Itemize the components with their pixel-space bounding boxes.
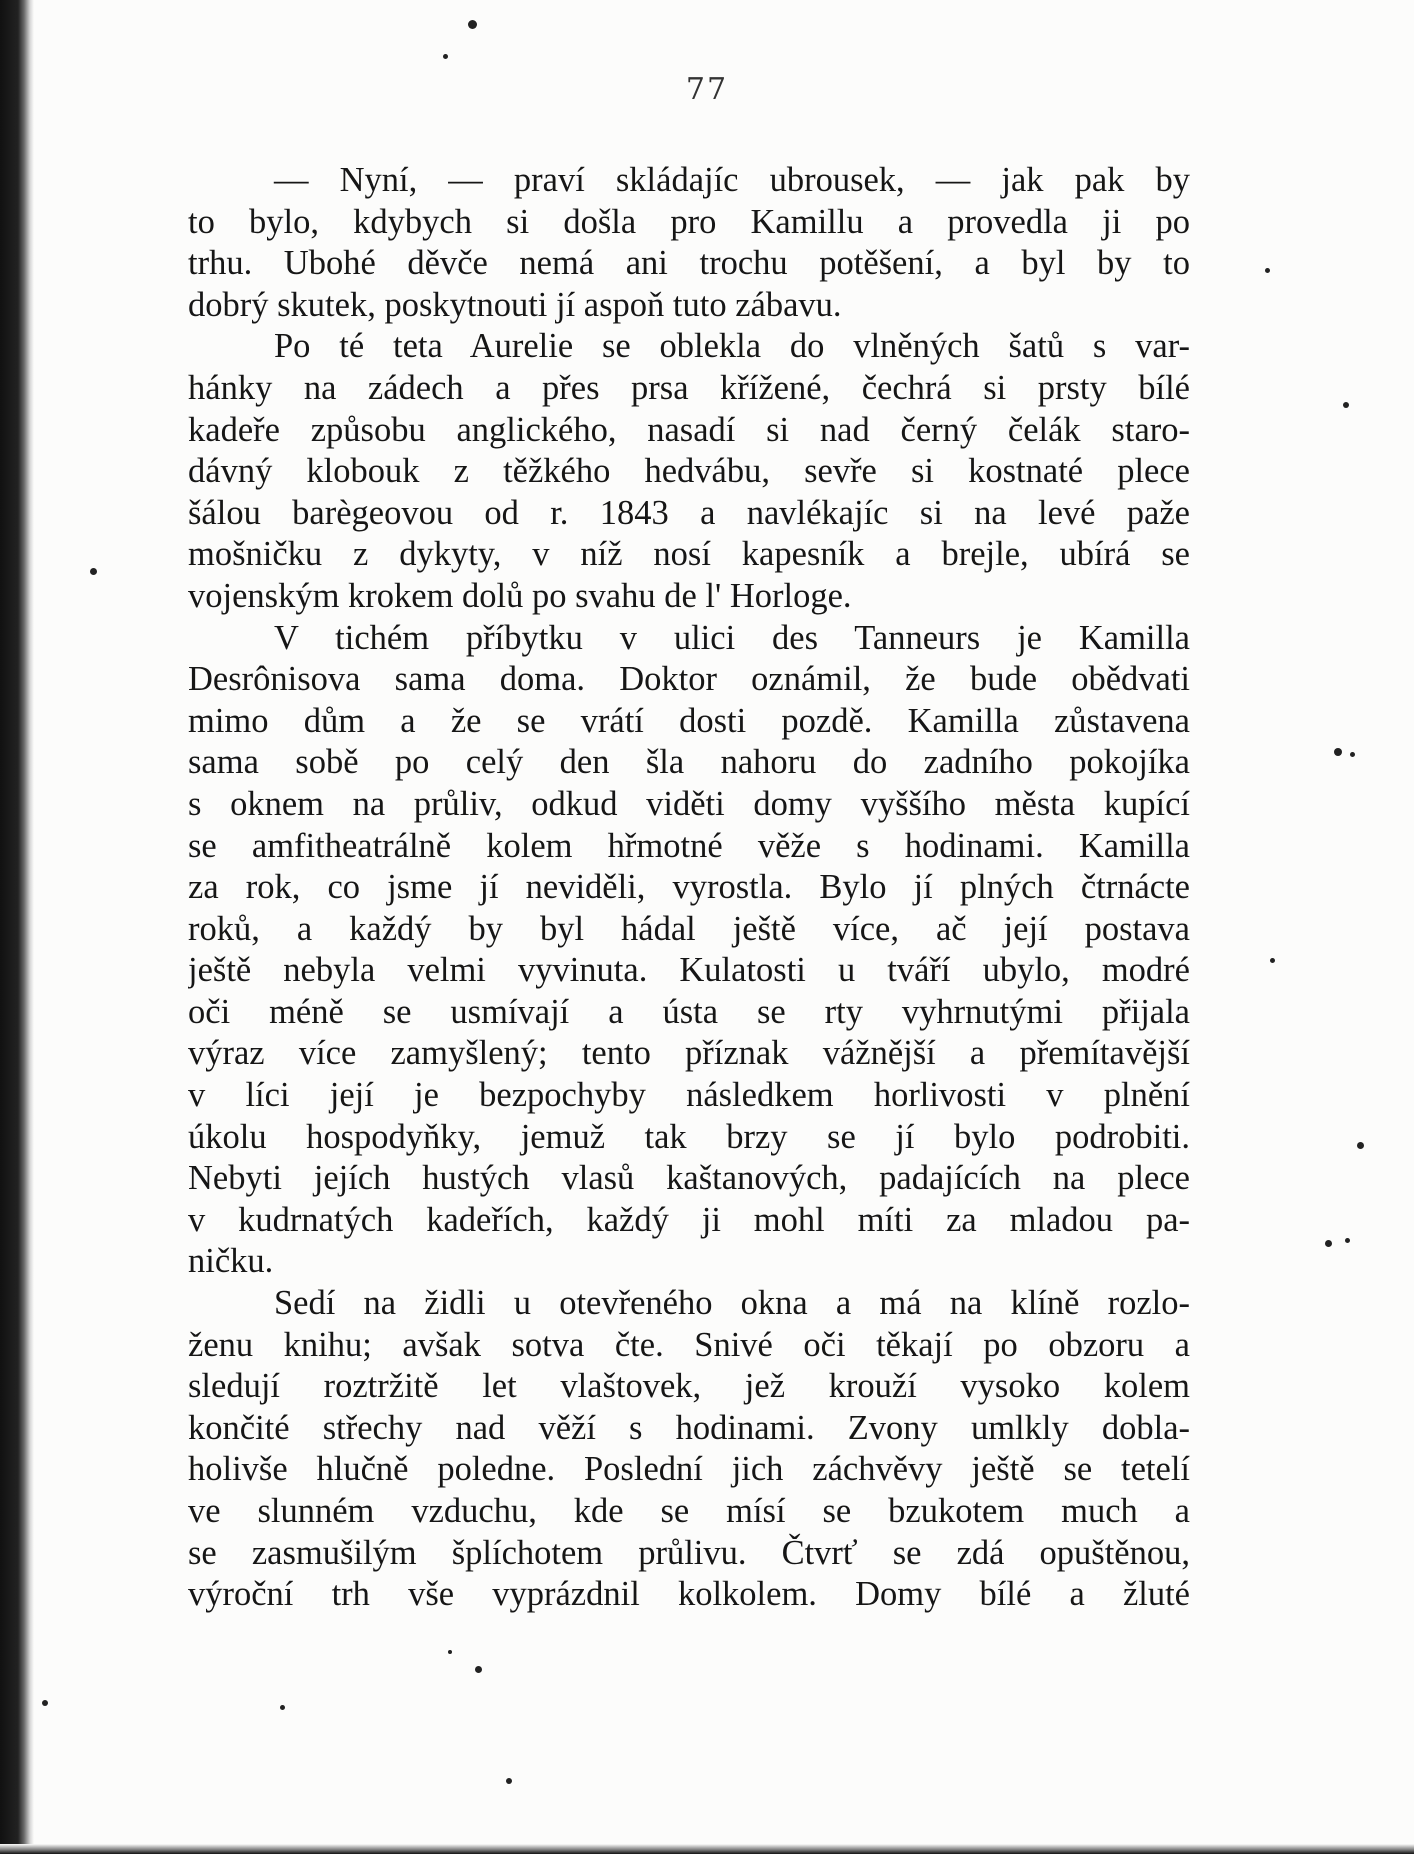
text-line: výraz více zamyšlený; tento příznak vážnější a přemítavější: [188, 1034, 1190, 1073]
text-line: šálou barègeovou od r. 1843 a navlékajíc si na levé paže: [188, 493, 1190, 532]
scan-speck: [443, 54, 448, 59]
text-line: holivše hlučně poledne. Poslední jich záchvěvy ještě se tetelí: [188, 1450, 1190, 1489]
text-line: Desrônisova sama doma. Doktor oznámil, že bude obědvati: [188, 660, 1190, 699]
text-line: se amfitheatrálně kolem hřmotné věže s hodinami. Kamilla: [188, 826, 1190, 865]
scan-speck: [1345, 1238, 1350, 1243]
text-line: V tichém příbytku v ulici des Tanneurs je Kamilla: [274, 618, 1190, 657]
scan-speck: [475, 1666, 482, 1673]
scan-speck: [506, 1778, 512, 1784]
text-line: sledují roztržitě let vlaštovek, jež krouží vysoko kolem: [188, 1367, 1190, 1406]
book-binding-edge: [0, 0, 34, 1854]
text-line: to bylo, kdybych si došla pro Kamillu a provedla ji po: [188, 202, 1190, 241]
text-line: oči méně se usmívají a ústa se rty vyhrnutými přijala: [188, 992, 1190, 1031]
scan-speck: [1270, 958, 1275, 963]
text-line: — Nyní, — praví skládajíc ubrousek, — jak pak by: [274, 161, 1190, 199]
scan-speck: [42, 1700, 48, 1706]
body-text: [188, 160, 1190, 1616]
text-line: vojenským krokem dolů po svahu de l' Horloge.: [188, 576, 852, 615]
text-line: Sedí na židli u otevřeného okna a má na klíně rozlo-: [274, 1284, 1190, 1323]
text-line: mimo dům a že se vrátí dosti pozdě. Kamilla zůstavena: [188, 701, 1190, 740]
scan-speck: [90, 568, 97, 575]
scan-speck: [1334, 748, 1342, 756]
text-line: za rok, co jsme jí neviděli, vyrostla. Bylo jí plných čtrnácte: [188, 868, 1190, 907]
text-line: sama sobě po celý den šla nahoru do zadního pokojíka: [188, 743, 1190, 782]
scan-speck: [1350, 752, 1355, 757]
text-line: ničku.: [188, 1242, 274, 1281]
text-line: dávný klobouk z těžkého hedvábu, sevře si kostnaté plece: [188, 452, 1190, 491]
text-line: Nebyti jejích hustých vlasů kaštanových, padajících na plece: [188, 1159, 1190, 1198]
text-line: v kudrnatých kadeřích, každý ji mohl míti za mladou pa-: [188, 1200, 1190, 1239]
text-line: roků, a každý by byl hádal ještě více, ač její postava: [188, 909, 1190, 948]
text-line: mošničku z dykyty, v níž nosí kapesník a brejle, ubírá se: [188, 535, 1190, 574]
text-line: výroční trh vše vyprázdnil kolkolem. Domy bílé a žluté: [188, 1575, 1190, 1614]
text-line: ještě nebyla velmi vyvinuta. Kulatosti u tváří ubylo, modré: [188, 951, 1190, 990]
text-line: Po té teta Aurelie se oblekla do vlněných šatů s var-: [274, 327, 1190, 366]
text-line: ženu knihu; avšak sotva čte. Snivé oči těkají po obzoru a: [188, 1325, 1190, 1364]
scan-speck: [280, 1705, 285, 1710]
scan-speck: [1325, 1240, 1332, 1247]
text-line: úkolu hospodyňky, jemuž tak brzy se jí bylo podrobiti.: [188, 1117, 1190, 1156]
scan-speck: [1265, 268, 1270, 273]
text-line: hánky na zádech a přes prsa křížené, čechrá si prsty bílé: [188, 368, 1190, 407]
scan-speck: [1357, 1142, 1364, 1149]
text-line: trhu. Ubohé děvče nemá ani trochu potěšení, a byl by to: [188, 244, 1190, 283]
scan-speck: [468, 20, 477, 29]
scan-speck: [1343, 402, 1349, 408]
text-line: dobrý skutek, poskytnouti jí aspoň tuto zábavu.: [188, 285, 842, 324]
page-number: 77: [685, 72, 729, 107]
text-line: ve slunném vzduchu, kde se mísí se bzukotem much a: [188, 1492, 1190, 1530]
page-bottom-edge: [0, 1844, 1414, 1854]
scan-speck: [448, 1650, 452, 1654]
text-line: končité střechy nad věží s hodinami. Zvony umlkly dobla-: [188, 1408, 1190, 1447]
text-line: s oknem na průliv, odkud viděti domy vyššího města kupící: [188, 784, 1190, 823]
text-line: v líci její je bezpochyby následkem horlivosti v plnění: [188, 1076, 1190, 1115]
text-line: kadeře způsobu anglického, nasadí si nad černý čelák staro-: [188, 410, 1190, 449]
text-line: se zasmušilým šplíchotem průlivu. Čtvrť se zdá opuštěnou,: [188, 1533, 1190, 1572]
